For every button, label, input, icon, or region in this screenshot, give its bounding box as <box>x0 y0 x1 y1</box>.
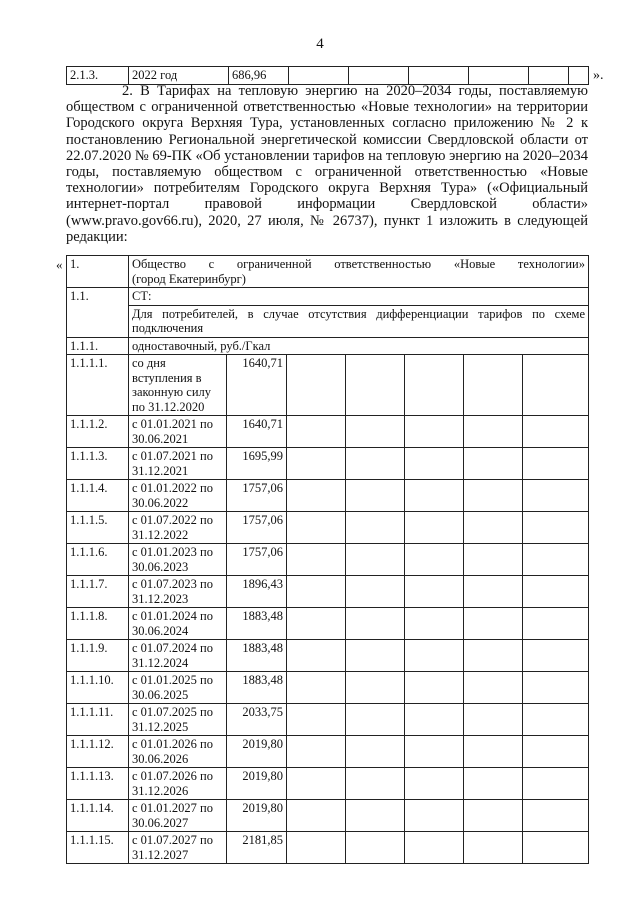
empty-cell <box>569 67 589 85</box>
row-value: 1757,06 <box>227 512 287 544</box>
empty-cell <box>405 544 464 576</box>
empty-cell <box>523 640 589 672</box>
row-value: 1883,48 <box>227 608 287 640</box>
table-row <box>67 448 589 480</box>
empty-cell <box>523 544 589 576</box>
row-value: 2019,80 <box>227 736 287 768</box>
empty-cell <box>464 512 523 544</box>
rate-number: 1.1.1. <box>67 337 129 355</box>
empty-cell <box>523 480 589 512</box>
paragraph-text: 2. В Тарифах на тепловую энергию на 2020–2034 годы, поставляемую обществом с ограниченной ответственностью «Новые технологии» на территории Городского округа Верхняя Тура, установленных согласно приложению № 2 к постановлению Региональной энергетической комиссии Свердловской области от 22.07.2020 № 69-ПК «Об установлении тарифов на тепловую энергию на 2020–2034 годы, поставляемую обществом с ограниченной ответственностью «Новые технологии» потребителям Городского округа Верхняя Тура» («Официальный интернет-портал правовой информации Свердловской области» (www.pravo.gov66.ru), 2020, 27 июля, № 26737), пункт 1 изложить в следующей редакции: <box>66 83 588 245</box>
empty-cell <box>287 448 346 480</box>
empty-cell <box>464 355 523 416</box>
table-row <box>67 640 589 672</box>
table-row <box>67 608 589 640</box>
empty-cell <box>346 355 405 416</box>
empty-cell <box>464 832 523 864</box>
header-organization <box>129 256 589 288</box>
empty-cell <box>349 67 409 85</box>
header-number: 1. <box>67 256 129 288</box>
empty-cell <box>523 512 589 544</box>
empty-cell <box>405 832 464 864</box>
empty-cell <box>464 480 523 512</box>
row-period: с 01.07.2027 по 31.12.2027 <box>129 832 227 864</box>
row-value: 2181,85 <box>227 832 287 864</box>
row-period: с 01.01.2027 по 30.06.2027 <box>129 800 227 832</box>
empty-cell <box>529 67 569 85</box>
empty-cell <box>346 704 405 736</box>
empty-cell <box>346 512 405 544</box>
empty-cell <box>346 416 405 448</box>
table-row <box>67 576 589 608</box>
row-number: 1.1.1.4. <box>67 480 129 512</box>
empty-cell <box>523 448 589 480</box>
empty-cell <box>287 672 346 704</box>
empty-cell <box>464 704 523 736</box>
row-value: 1695,99 <box>227 448 287 480</box>
empty-cell <box>287 640 346 672</box>
empty-cell <box>405 608 464 640</box>
empty-cell <box>523 736 589 768</box>
empty-cell <box>287 544 346 576</box>
organization-name: Общество с ограниченной ответственностью «Новые технологии» <box>132 257 585 271</box>
row-value: 1640,71 <box>227 416 287 448</box>
st-note-row <box>67 305 589 337</box>
empty-cell <box>405 416 464 448</box>
table-row <box>67 544 589 576</box>
empty-cell <box>287 800 346 832</box>
empty-cell <box>287 832 346 864</box>
row-value: 1896,43 <box>227 576 287 608</box>
row-period: со дня вступления в законную силу по 31.12.2020 <box>129 355 227 416</box>
empty-cell <box>346 448 405 480</box>
empty-cell <box>405 800 464 832</box>
opening-quote: « <box>56 257 63 272</box>
row-number: 1.1.1.10. <box>67 672 129 704</box>
row-number: 1.1.1.6. <box>67 544 129 576</box>
row-number: 1.1.1.13. <box>67 768 129 800</box>
organization-city: (город Екатеринбург) <box>132 271 246 286</box>
empty-cell <box>405 355 464 416</box>
empty-cell <box>464 608 523 640</box>
row-value: 1883,48 <box>227 640 287 672</box>
empty-cell <box>523 704 589 736</box>
empty-cell <box>287 704 346 736</box>
empty-cell <box>464 416 523 448</box>
empty-cell <box>464 448 523 480</box>
st-number: 1.1. <box>67 288 129 338</box>
empty-cell <box>464 544 523 576</box>
closing-quote: ». <box>593 68 604 83</box>
st-label: СТ: <box>129 288 589 306</box>
empty-cell <box>346 640 405 672</box>
header-row <box>67 256 589 288</box>
row-period: с 01.07.2026 по 31.12.2026 <box>129 768 227 800</box>
empty-cell <box>346 768 405 800</box>
empty-cell <box>464 576 523 608</box>
empty-cell <box>409 67 469 85</box>
table-row <box>67 800 589 832</box>
row-number: 1.1.1.15. <box>67 832 129 864</box>
row-value: 1640,71 <box>227 355 287 416</box>
row-number: 1.1.1.14. <box>67 800 129 832</box>
row-value: 2019,80 <box>227 800 287 832</box>
empty-cell <box>469 67 529 85</box>
table-row <box>67 512 589 544</box>
page-number: 4 <box>316 36 324 52</box>
row-number: 1.1.1.12. <box>67 736 129 768</box>
empty-cell <box>346 736 405 768</box>
empty-cell <box>287 480 346 512</box>
amendment-paragraph <box>66 83 588 245</box>
empty-cell <box>464 800 523 832</box>
row-period: с 01.07.2025 по 31.12.2025 <box>129 704 227 736</box>
empty-cell <box>405 512 464 544</box>
empty-cell <box>346 608 405 640</box>
empty-cell <box>287 512 346 544</box>
empty-cell <box>523 416 589 448</box>
row-value: 1757,06 <box>227 544 287 576</box>
empty-cell <box>287 416 346 448</box>
rate-label: одноставочный, руб./Гкал <box>129 337 589 355</box>
empty-cell <box>523 355 589 416</box>
row-period: с 01.01.2025 по 30.06.2025 <box>129 672 227 704</box>
empty-cell <box>405 672 464 704</box>
table-row <box>67 67 589 85</box>
empty-cell <box>523 608 589 640</box>
table-row <box>67 768 589 800</box>
row-period: с 01.01.2021 по 30.06.2021 <box>129 416 227 448</box>
previous-table-fragment <box>66 66 589 85</box>
row-period: с 01.01.2026 по 30.06.2026 <box>129 736 227 768</box>
row-period: с 01.01.2023 по 30.06.2023 <box>129 544 227 576</box>
tariff-table <box>66 255 589 864</box>
table-row <box>67 480 589 512</box>
empty-cell <box>287 736 346 768</box>
row-number: 1.1.1.9. <box>67 640 129 672</box>
empty-cell <box>523 672 589 704</box>
empty-cell <box>405 640 464 672</box>
table-row <box>67 672 589 704</box>
rate-row <box>67 337 589 355</box>
empty-cell <box>464 640 523 672</box>
table-row <box>67 704 589 736</box>
table-row <box>67 736 589 768</box>
row-period: 2022 год <box>129 67 229 85</box>
table-row <box>67 416 589 448</box>
table-row <box>67 832 589 864</box>
empty-cell <box>523 768 589 800</box>
row-number: 1.1.1.7. <box>67 576 129 608</box>
row-number: 1.1.1.5. <box>67 512 129 544</box>
empty-cell <box>405 736 464 768</box>
empty-cell <box>287 576 346 608</box>
empty-cell <box>287 768 346 800</box>
empty-cell <box>464 672 523 704</box>
empty-cell <box>405 448 464 480</box>
row-period: с 01.01.2022 по 30.06.2022 <box>129 480 227 512</box>
empty-cell <box>523 832 589 864</box>
row-value: 1883,48 <box>227 672 287 704</box>
empty-cell <box>287 355 346 416</box>
row-period: с 01.07.2021 по 31.12.2021 <box>129 448 227 480</box>
empty-cell <box>405 480 464 512</box>
empty-cell <box>346 480 405 512</box>
empty-cell <box>464 768 523 800</box>
empty-cell <box>346 576 405 608</box>
empty-cell <box>464 736 523 768</box>
row-value: 2033,75 <box>227 704 287 736</box>
row-period: с 01.01.2024 по 30.06.2024 <box>129 608 227 640</box>
row-number: 2.1.3. <box>67 67 129 85</box>
empty-cell <box>405 576 464 608</box>
row-period: с 01.07.2023 по 31.12.2023 <box>129 576 227 608</box>
empty-cell <box>405 704 464 736</box>
st-note: Для потребителей, в случае отсутствия дифференциации тарифов по схеме подключения <box>129 305 589 337</box>
empty-cell <box>523 576 589 608</box>
row-value: 1757,06 <box>227 480 287 512</box>
row-value: 2019,80 <box>227 768 287 800</box>
row-number: 1.1.1.3. <box>67 448 129 480</box>
st-row <box>67 288 589 306</box>
row-number: 1.1.1.1. <box>67 355 129 416</box>
empty-cell <box>523 800 589 832</box>
empty-cell <box>346 544 405 576</box>
empty-cell <box>405 768 464 800</box>
empty-cell <box>289 67 349 85</box>
empty-cell <box>346 672 405 704</box>
row-number: 1.1.1.8. <box>67 608 129 640</box>
table-row <box>67 355 589 416</box>
empty-cell <box>287 608 346 640</box>
row-period: с 01.07.2024 по 31.12.2024 <box>129 640 227 672</box>
row-value: 686,96 <box>229 67 289 85</box>
row-number: 1.1.1.11. <box>67 704 129 736</box>
row-period: с 01.07.2022 по 31.12.2022 <box>129 512 227 544</box>
empty-cell <box>346 800 405 832</box>
empty-cell <box>346 832 405 864</box>
row-number: 1.1.1.2. <box>67 416 129 448</box>
